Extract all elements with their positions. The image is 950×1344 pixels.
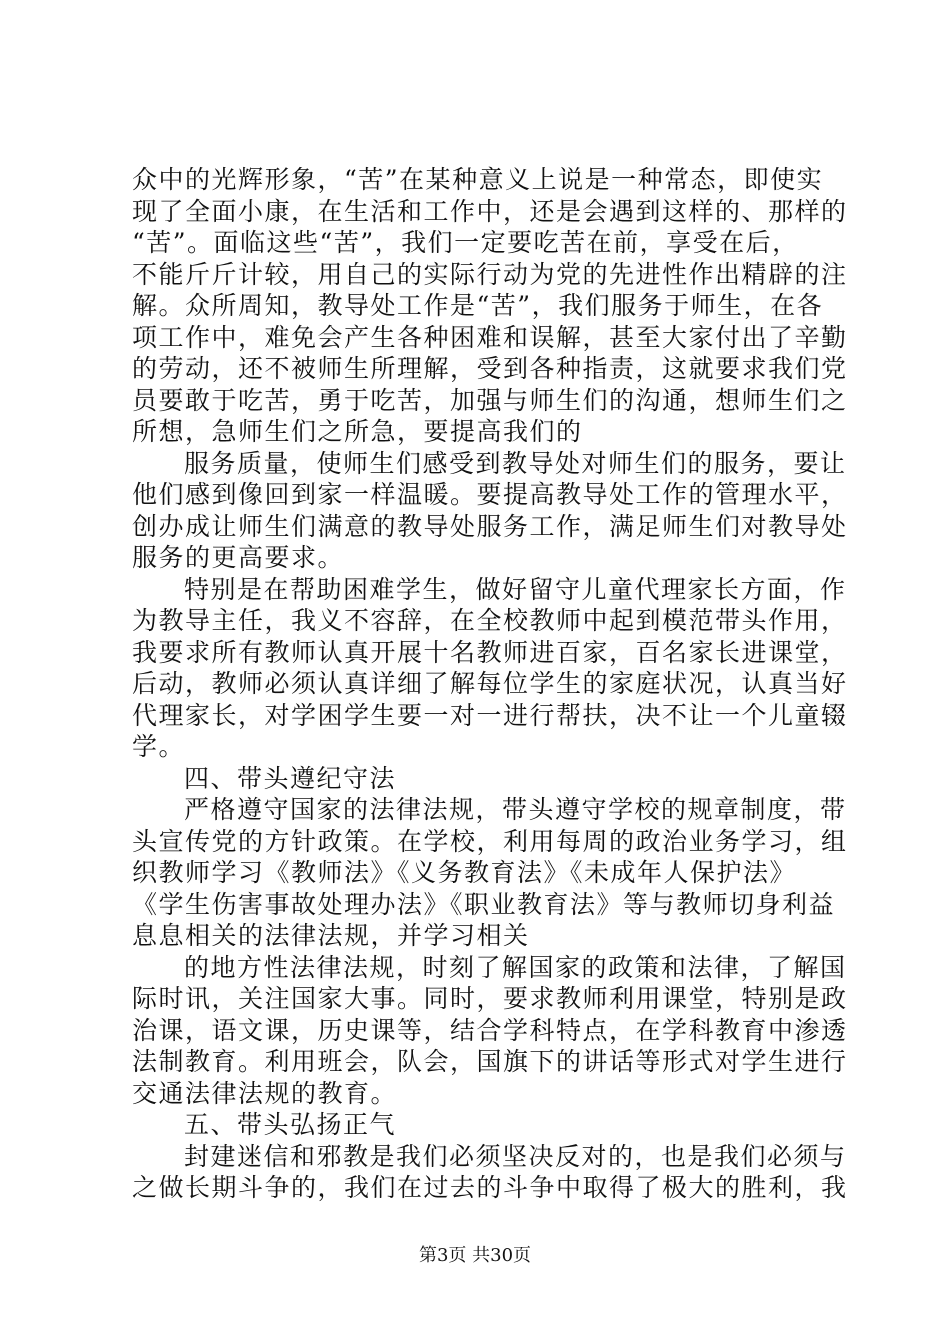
text-line: 众中的光辉形象，“苦”在某种意义上说是一种常态，即使实	[132, 165, 824, 194]
text-line: 法制教育。利用班会，队会，国旗下的讲话等形式对学生进行	[132, 1047, 848, 1076]
text-line: 际时讯，关注国家大事。同时，要求教师利用课堂，特别是政	[132, 984, 848, 1013]
text-line: 员要敢于吃苦，勇于吃苦，加强与师生们的沟通，想师生们之	[132, 385, 848, 415]
text-line: “苦”。面临这些“苦”，我们一定要吃苦在前，享受在后，	[132, 228, 799, 257]
text-line: 他们感到像回到家一样温暖。要提高教导处工作的管理水平，	[132, 480, 848, 509]
text-line: 治课，语文课，历史课等，结合学科特点，在学科教育中渗透	[132, 1015, 848, 1045]
text-line: 的地方性法律法规，时刻了解国家的政策和法律，了解国	[184, 952, 847, 982]
paragraph	[132, 574, 848, 763]
text-line: 服务质量，使师生们感受到教导处对师生们的服务，要让	[184, 448, 847, 478]
text-line: 代理家长，对学困学生要一对一进行帮扶，决不让一个儿童辍	[132, 700, 848, 730]
text-line: 头宣传党的方针政策。在学校，利用每周的政治业务学习，组	[132, 826, 848, 856]
text-line: 交通法律法规的教育。	[132, 1078, 398, 1108]
paragraph	[132, 448, 848, 574]
text-line: 的劳动，还不被师生所理解，受到各种指责，这就要求我们党	[132, 354, 848, 383]
text-line: 我要求所有教师认真开展十名教师进百家，百名家长进课堂，	[132, 637, 848, 667]
text-line: 息息相关的法律法规，并学习相关	[132, 921, 530, 950]
paragraph	[132, 794, 848, 952]
text-line: 后动，教师必须认真详细了解每位学生的家庭状况，认真当好	[132, 669, 848, 698]
text-line: 织教师学习《教师法》《义务教育法》《未成年人保护法》	[132, 858, 797, 887]
heading-text: 五、带头弘扬正气	[184, 1110, 397, 1139]
text-line: 学。	[132, 732, 186, 761]
text-line: 严格遵守国家的法律法规，带头遵守学校的规章制度，带	[184, 795, 847, 824]
text-line: 为教导主任，我义不容辞，在全校教师中起到模范带头作用，	[132, 606, 848, 635]
text-line: 不能斤斤计较，用自己的实际行动为党的先进性作出精辟的注	[132, 259, 848, 289]
paragraph	[132, 1141, 848, 1204]
text-line: 创办成让师生们满意的教导处服务工作，满足师生们对教导处	[132, 511, 848, 541]
text-line: 《学生伤害事故处理办法》《职业教育法》等与教师切身利益	[132, 889, 836, 919]
heading-text: 四、带头遵纪守法	[184, 763, 397, 793]
text-line: 解。众所周知，教导处工作是“苦”，我们服务于师生，在各	[132, 291, 824, 320]
paragraph	[132, 952, 848, 1110]
text-line: 现了全面小康，在生活和工作中，还是会遇到这样的、那样的	[132, 196, 848, 226]
document-body	[132, 164, 848, 1204]
section-heading	[132, 1109, 832, 1141]
text-line: 特别是在帮助困难学生，做好留守儿童代理家长方面，作	[184, 574, 847, 604]
text-line: 服务的更高要求。	[132, 543, 345, 572]
section-heading	[132, 763, 832, 795]
text-line: 所想，急师生们之所急，要提高我们的	[132, 417, 583, 446]
text-line: 封建迷信和邪教是我们必须坚决反对的，也是我们必须与	[184, 1141, 847, 1171]
text-line: 项工作中，难免会产生各种困难和误解，甚至大家付出了辛勤	[132, 322, 848, 352]
paragraph	[132, 164, 848, 448]
text-line: 之做长期斗争的，我们在过去的斗争中取得了极大的胜利，我	[132, 1173, 848, 1202]
page-number-footer: 第3页 共30页	[418, 1245, 532, 1266]
